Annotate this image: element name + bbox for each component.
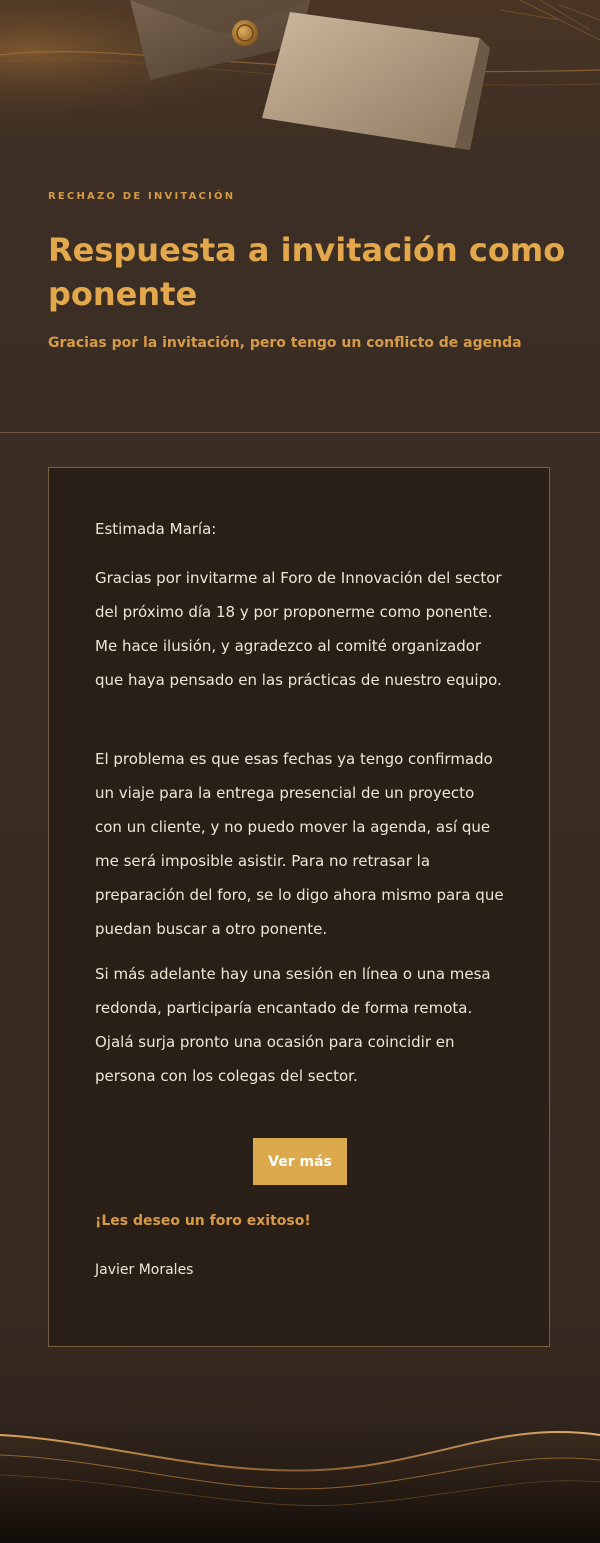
letter-closing: ¡Les deseo un foro exitoso! [95, 1213, 311, 1229]
eyebrow-label: RECHAZO DE INVITACIÓN [48, 191, 236, 202]
letter-paragraph-2: El problema es que esas fechas ya tengo confirmado un viaje para la entrega presencial de un proyecto con un cliente, y no puedo mover la agenda, así que me será imposible asistir. Para no retrasar la preparación del foro, se lo digo ahora mismo para que puedan buscar a otro ponente. [95, 750, 504, 938]
email-title: Respuesta a invitación como ponente [48, 231, 566, 313]
letter-greeting: Estimada María: [95, 520, 217, 538]
golden-wave-decoration [0, 1380, 600, 1543]
header-divider [0, 432, 600, 433]
email-subtitle: Gracias por la invitación, pero tengo un conflicto de agenda [48, 335, 522, 351]
letter-paragraph-1: Gracias por invitarme al Foro de Innovación del sector del próximo día 18 y por proponerme como ponente. Me hace ilusión, y agradezco al comité organizador que haya pensado en las prácticas de nuestro equipo. [95, 569, 502, 689]
envelope-and-card-illustration [0, 0, 600, 170]
see-more-button[interactable]: Ver más [253, 1138, 347, 1185]
letter-signature: Javier Morales [95, 1262, 194, 1278]
letter-paragraph-3: Si más adelante hay una sesión en línea o una mesa redonda, participaría encantado de forma remota. Ojalá surja pronto una ocasión para coincidir en persona con los colegas del sector. [95, 965, 491, 1085]
